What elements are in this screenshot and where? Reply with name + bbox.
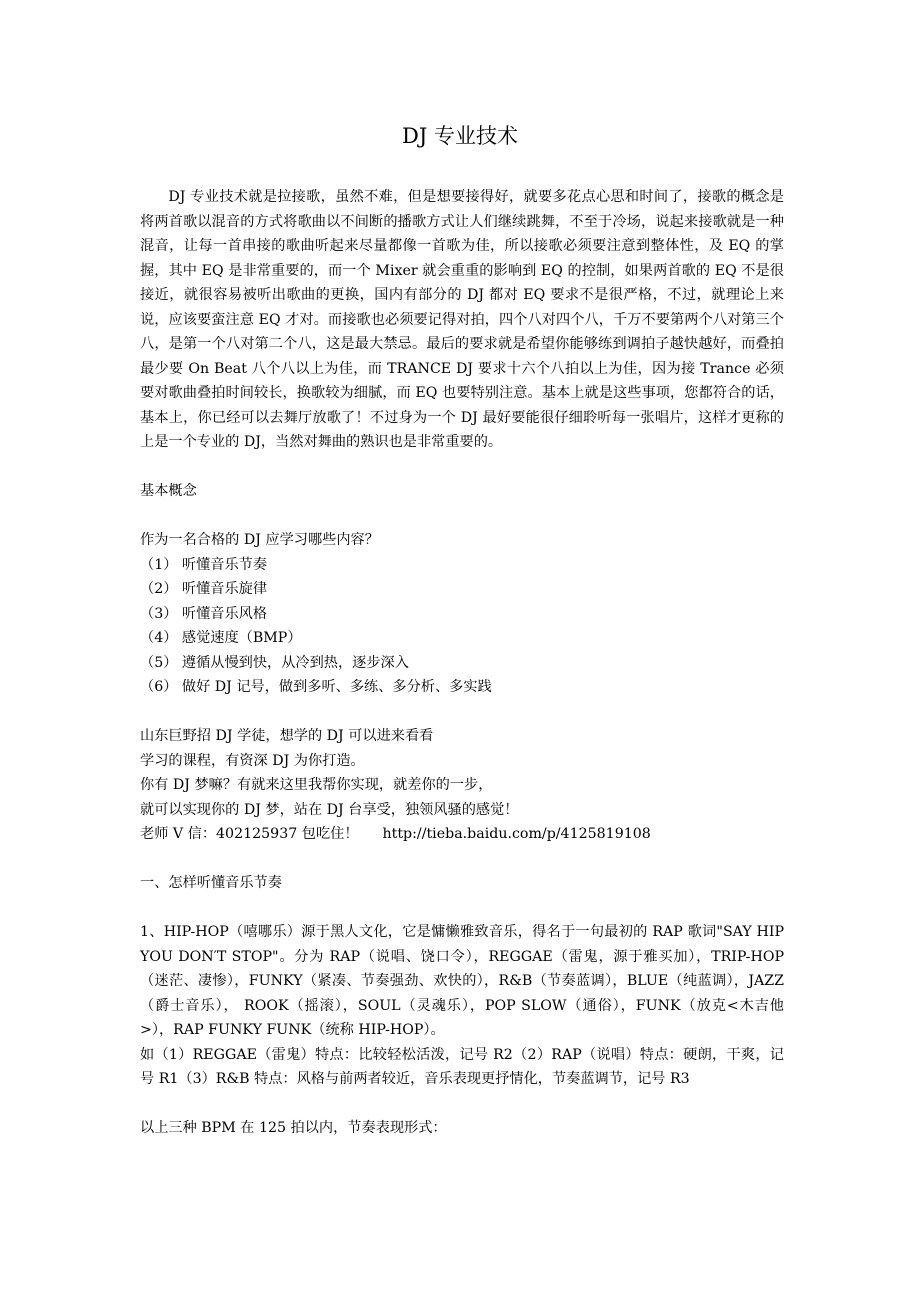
examples-paragraph: 如（1）REGGAE（雷鬼）特点：比较轻松活泼，记号 R2（2）RAP（说唱）特点：硬朗，干爽，记号 R1（3）R&B 特点：风格与前两者较近，音乐表现更抒情化，节奏蓝调节，记号 R3 — [140, 1046, 784, 1087]
spacer — [140, 700, 784, 725]
document-body — [140, 185, 784, 1141]
spacer — [140, 455, 784, 480]
list-item: （5） 遵循从慢到快，从冷到热，逐步深入 — [140, 654, 409, 671]
list-item: （4） 感觉速度（BMP） — [140, 630, 302, 646]
section-heading-rhythm: 一、怎样听懂音乐节奏 — [140, 875, 282, 891]
contact-url: http://tieba.baidu.com/p/4125819108 — [382, 826, 651, 842]
document-title: DJ 专业技术 — [402, 124, 518, 148]
contact-line — [140, 822, 784, 847]
spacer — [140, 896, 784, 921]
ad-line: 就可以实现你的 DJ 梦，站在 DJ 台享受，独领风骚的感觉！ — [140, 801, 519, 818]
list-item: （3） 听懂音乐风格 — [140, 605, 268, 622]
list-item: （2） 听懂音乐旋律 — [140, 581, 268, 597]
spacer — [140, 504, 784, 529]
hiphop-paragraph: 1、HIP-HOP（嘻哪乐）源于黑人文化，它是慵懒雅致音乐，得名于一句最初的 RAP 歌词"SAY HIP YOU DON′T STOP"。分为 RAP（说唱、饶口令），REGGAE（雷鬼，源于雅买加），TRIP-HOP（迷茫、凄惨），FUNKY（紧凑、节奏强劲、欢快的），R&B（节奏蓝调），BLUE（纯蓝调），JAZZ（爵士音乐）， ROOK（摇滚），SOUL（灵魂乐），POP SLOW（通俗），FUNK（放克<木吉他>），RAP FUNKY FUNK（统称 HIP-HOP）。 — [140, 924, 784, 1038]
section-heading-basic-concepts: 基本概念 — [140, 483, 197, 499]
list-item: （1） 听懂音乐节奏 — [140, 556, 268, 573]
intro-paragraph: DJ 专业技术就是拉接歌，虽然不难，但是想要接得好，就要多花点心思和时间了，接歌的概念是将两首歌以混音的方式将歌曲以不间断的播歌方式让人们继续跳舞，不至于冷场，说起来接歌就是一种混音，让每一首串接的歌曲听起来尽量都像一首歌为佳，所以接歌必须要注意到整体性，及 EQ 的掌握，其中 EQ 是非常重要的，而一个 Mixer 就会重重的影响到 EQ 的控制，如果两首歌的 EQ 不是很接近，就很容易被听出歌曲的更换，国内有部分的 DJ 都对 EQ 要求不是很严格，不过，就理论上来说，应该要蛮注意 EQ 才对。而接歌也必须要记得对拍，四个八对四个八，千万不要第两个八对第三个八，是第一个八对第二个八，这是最大禁忌。最后的要求就是希望你能够练到调拍子越快越好，而叠拍最少要 On Beat 八个八以上为佳，而 TRANCE DJ 要求十六个八拍以上为佳，因为接 Trance 必须要对歌曲叠拍时间较长，换歌较为细腻，而 EQ 也要特别注意。基本上就是这些事项，您都符合的话，基本上，你已经可以去舞厅放歌了！不过身为一个 DJ 最好要能很仔细聆听每一张唱片，这样才更称的上是一个专业的 DJ，当然对舞曲的熟识也是非常重要的。 — [140, 189, 784, 450]
ad-line: 山东巨野招 DJ 学徒，想学的 DJ 可以进来看看 — [140, 728, 434, 744]
list-item: （6） 做好 DJ 记号，做到多听、多练、多分析、多实践 — [140, 679, 492, 695]
ad-line: 你有 DJ 梦嘛？有就来这里我帮你实现，就差你的一步， — [140, 777, 493, 793]
question-heading: 作为一名合格的 DJ 应学习哪些内容？ — [140, 532, 379, 548]
contact-text: 老师 V 信：402125937 包吃住！ — [140, 826, 359, 842]
bpm-line: 以上三种 BPM 在 125 拍以内，节奏表现形式： — [140, 1120, 447, 1136]
spacer — [140, 1092, 784, 1117]
spacer — [140, 847, 784, 872]
ad-line: 学习的课程，有资深 DJ 为你打造。 — [140, 752, 365, 769]
